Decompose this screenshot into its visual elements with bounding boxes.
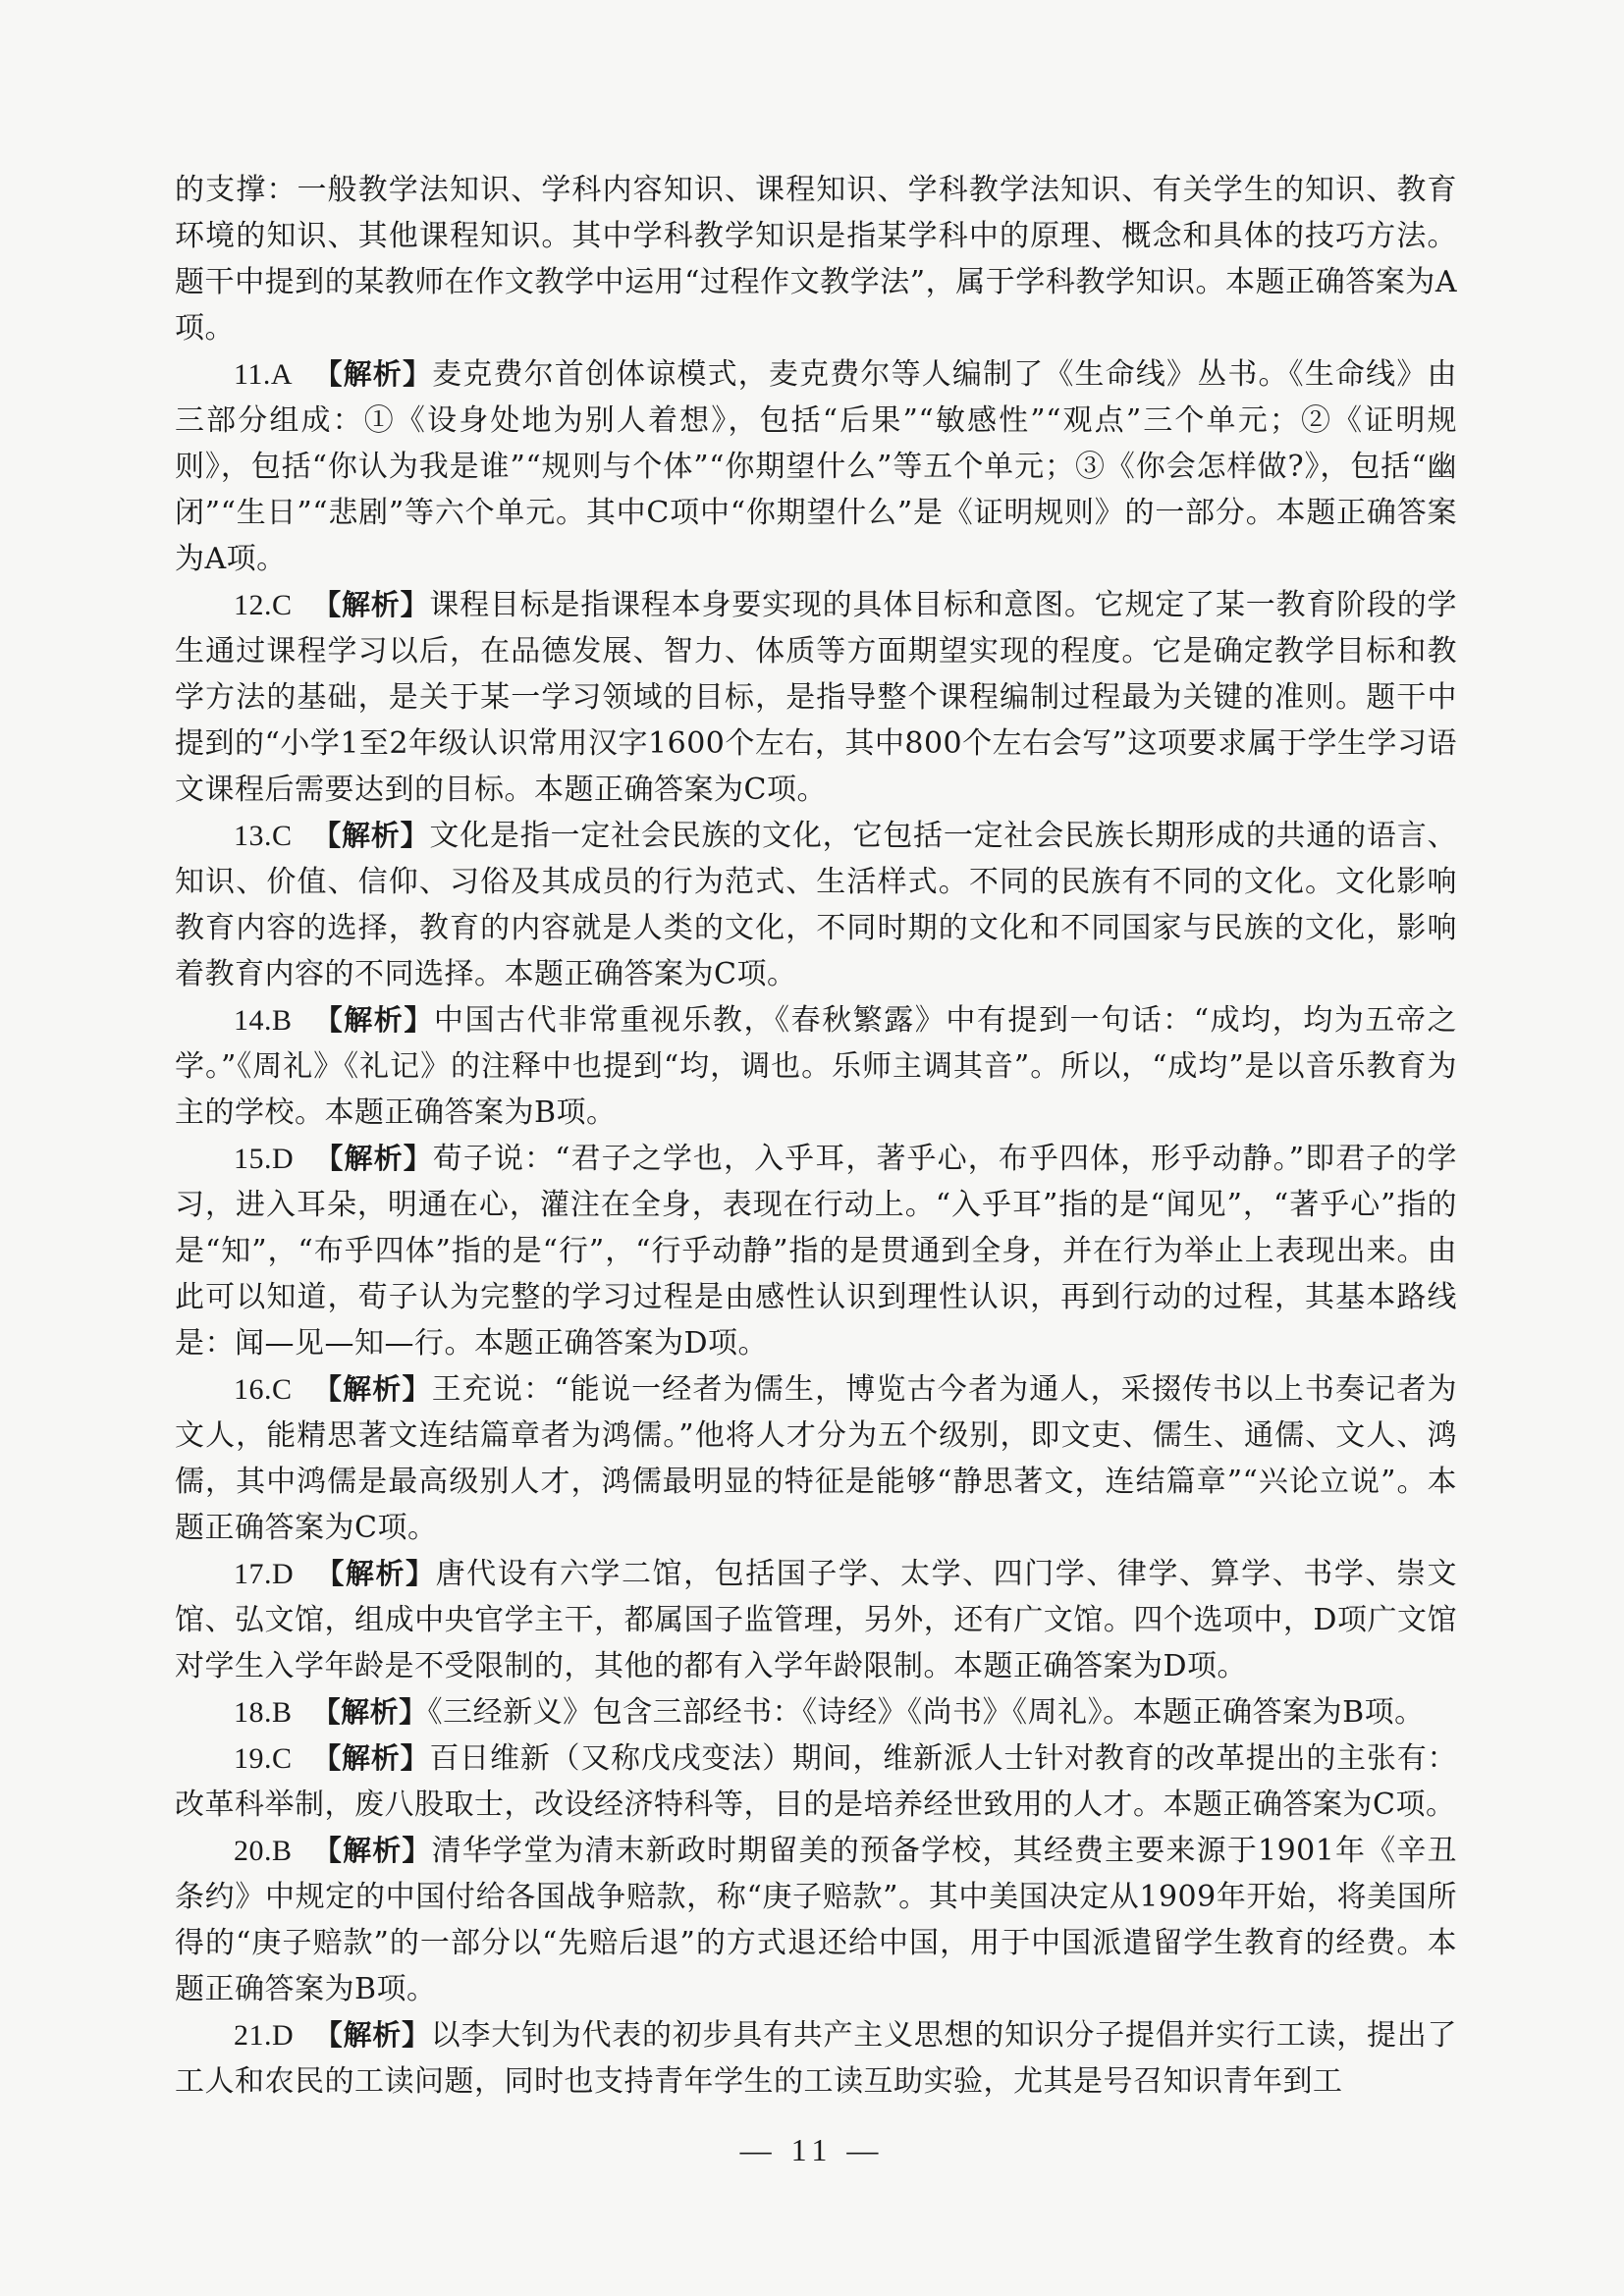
- analysis-text: 百日维新（又称戊戌变法）期间，维新派人士针对教育的改革提出的主张有：改革科举制，废八股取士，改设经济特科等，目的是培养经世致用的人才。本题正确答案为C项。: [175, 1741, 1457, 1822]
- answer-item: [175, 813, 1457, 997]
- answer-explanations: [175, 351, 1457, 2105]
- answer-number: 20.B: [234, 1835, 293, 1867]
- analysis-tag: 【解析】: [312, 1834, 432, 1867]
- answer-number: 11.A: [234, 358, 294, 391]
- answer-item: [175, 351, 1457, 582]
- analysis-tag: 【解析】: [313, 1003, 434, 1037]
- answer-number: 15.D: [234, 1143, 295, 1175]
- analysis-tag: 【解析】: [312, 1741, 430, 1775]
- analysis-text: 麦克费尔首创体谅模式，麦克费尔等人编制了《生命线》丛书。《生命线》由三部分组成：①《设身处地为别人着想》，包括“后果”“敏感性”“观点”三个单元；②《证明规则》，包括“你认为我是谁”“规则与个体”“你期望什么”等五个单元；③《你会怎样做?》，包括“幽闭”“生日”“悲剧”等六个单元。其中C项中“你期望什么”是《证明规则》的一部分。本题正确答案为A项。: [175, 357, 1457, 576]
- continued-paragraph: 的支撑：一般教学法知识、学科内容知识、课程知识、学科教学法知识、有关学生的知识、教育环境的知识、其他课程知识。其中学科教学知识是指某学科中的原理、概念和具体的技巧方法。题干中提到的某教师在作文教学中运用“过程作文教学法”，属于学科教学知识。本题正确答案为A项。: [175, 173, 1457, 346]
- answer-item: [175, 1828, 1457, 2012]
- analysis-tag: 【解析】: [313, 2018, 431, 2052]
- answer-number: 21.D: [234, 2019, 295, 2052]
- answer-item: [175, 1551, 1457, 1689]
- page-content: [175, 167, 1457, 2105]
- analysis-tag: 【解析】: [313, 357, 433, 391]
- answer-item: [175, 582, 1457, 813]
- answer-item: [175, 1735, 1457, 1828]
- answer-number: 14.B: [234, 1004, 293, 1037]
- answer-item: [175, 1136, 1457, 1366]
- analysis-text: 王充说：“能说一经者为儒生，博览古今者为通人，采掇传书以上书奏记者为文人，能精思著文连结篇章者为鸿儒。”他将人才分为五个级别，即文吏、儒生、通儒、文人、鸿儒，其中鸿儒是最高级别人才，鸿儒最明显的特征是能够“静思著文，连结篇章”“兴论立说”。本题正确答案为C项。: [175, 1372, 1457, 1545]
- analysis-tag: 【解析】: [312, 1372, 432, 1406]
- analysis-tag: 【解析】: [311, 1695, 428, 1729]
- analysis-tag: 【解析】: [314, 1142, 433, 1175]
- analysis-text: 中国古代非常重视乐教，《春秋繁露》中有提到一句话：“成均，均为五帝之学。”《周礼》《礼记》的注释中也提到“均，调也。乐师主调其音”。所以，“成均”是以音乐教育为主的学校。本题正确答案为B项。: [175, 1003, 1457, 1130]
- answer-number: 16.C: [234, 1373, 293, 1406]
- answer-item: [175, 2012, 1457, 2105]
- analysis-tag: 【解析】: [315, 1557, 436, 1590]
- analysis-text: 以李大钊为代表的初步具有共产主义思想的知识分子提倡并实行工读，提出了工人和农民的工读问题，同时也支持青年学生的工读互助实验，尤其是号召知识青年到工: [175, 2018, 1457, 2099]
- answer-item: [175, 1366, 1457, 1551]
- answer-number: 17.D: [234, 1558, 295, 1590]
- analysis-tag: 【解析】: [312, 819, 430, 852]
- answer-number: 18.B: [234, 1696, 293, 1729]
- analysis-text: 文化是指一定社会民族的文化，它包括一定社会民族长期形成的共通的语言、知识、价值、信仰、习俗及其成员的行为范式、生活样式。不同的民族有不同的文化。文化影响教育内容的选择，教育的内容就是人类的文化，不同时期的文化和不同国家与民族的文化，影响着教育内容的不同选择。本题正确答案为C项。: [175, 819, 1457, 991]
- analysis-text: 课程目标是指课程本身要实现的具体目标和意图。它规定了某一教育阶段的学生通过课程学习以后，在品德发展、智力、体质等方面期望实现的程度。它是确定教学目标和教学方法的基础，是关于某一学习领域的目标，是指导整个课程编制过程最为关键的准则。题干中提到的“小学1至2年级认识常用汉字1600个左右，其中800个左右会写”这项要求属于学生学习语文课程后需要达到的目标。本题正确答案为C项。: [175, 588, 1457, 807]
- analysis-tag: 【解析】: [312, 588, 430, 621]
- analysis-text: 清华学堂为清末新政时期留美的预备学校，其经费主要来源于1901年《辛丑条约》中规定的中国付给各国战争赔款，称“庚子赔款”。其中美国决定从1909年开始，将美国所得的“庚子赔款”的一部分以“先赔后退”的方式退还给中国，用于中国派遣留学生教育的经费。本题正确答案为B项。: [175, 1834, 1457, 2006]
- answer-item: [175, 997, 1457, 1136]
- analysis-text: 《三经新义》包含三部经书：《诗经》《尚书》《周礼》。本题正确答案为B项。: [427, 1695, 1425, 1730]
- answer-number: 19.C: [234, 1742, 293, 1775]
- analysis-text: 荀子说：“君子之学也，入乎耳，著乎心，布乎四体，形乎动静。”即君子的学习，进入耳朵，明通在心，灌注在全身，表现在行动上。“入乎耳”指的是“闻见”，“著乎心”指的是“知”，“布乎四体”指的是“行”，“行乎动静”指的是贯通到全身，并在行为举止上表现出来。由此可以知道，荀子认为完整的学习过程是由感性认识到理性认识，再到行动的过程，其基本路线是：闻—见—知—行。本题正确答案为D项。: [175, 1142, 1457, 1361]
- page-number: — 11 —: [739, 2132, 885, 2167]
- answer-item: [175, 1689, 1457, 1735]
- answer-number: 13.C: [234, 820, 293, 852]
- answer-number: 12.C: [234, 589, 293, 621]
- analysis-text: 唐代设有六学二馆，包括国子学、太学、四门学、律学、算学、书学、崇文馆、弘文馆，组成中央官学主干，都属国子监管理，另外，还有广文馆。四个选项中，D项广文馆对学生入学年龄是不受限制的，其他的都有入学年龄限制。本题正确答案为D项。: [175, 1557, 1458, 1683]
